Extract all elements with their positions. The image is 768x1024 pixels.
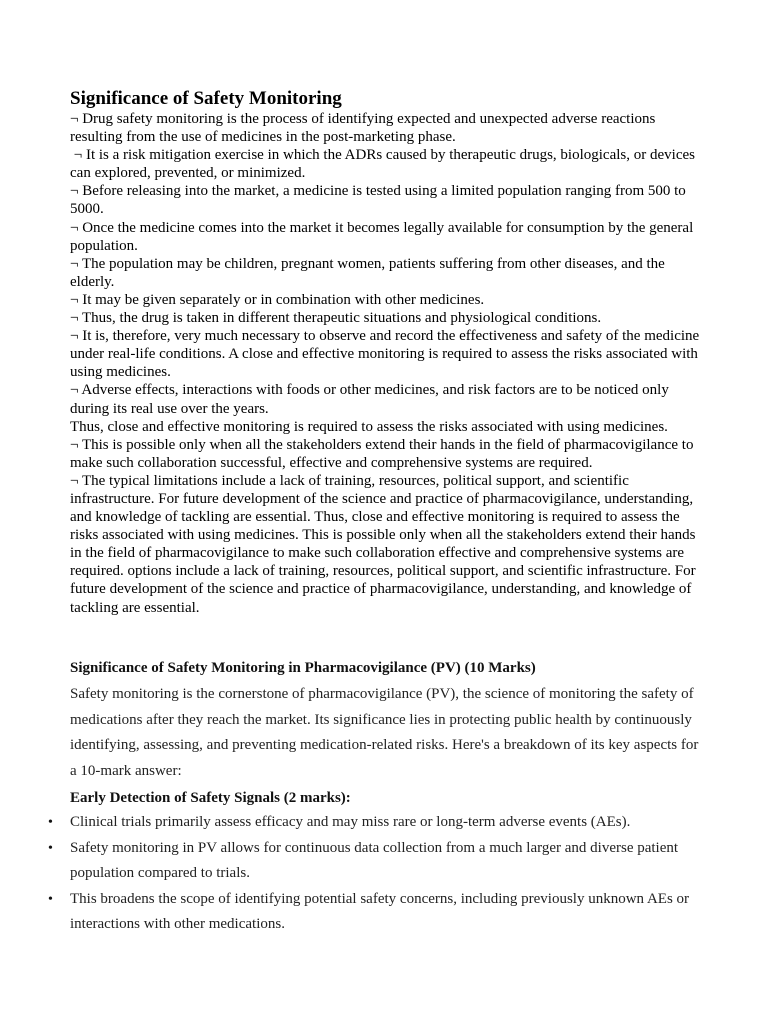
section-title: Significance of Safety Monitoring in Pharmacovigilance (PV) (10 Marks) <box>70 660 536 676</box>
bullet-icon: • <box>48 891 53 907</box>
section-title: Significance of Safety Monitoring <box>70 88 342 109</box>
bullet-list <box>48 810 702 938</box>
paragraph: ¬ The typical limitations include a lack of training, resources, political support, and scientific infrastructure. For future development of the science and practice of pharmacovigilance, understanding, and knowledge of tackling are essential. Thus, close and effective monitoring is required to assess the risks associated with using medicines. This is possible only when all the stakeholders extend their hands in the field of pharmacovigilance to make such collaboration effective and comprehensive systems are required. options include a lack of training, resources, political support, and scientific infrastructure. For future development of the science and practice of pharmacovigilance, understanding, and knowledge of tackling are essential. <box>70 472 700 616</box>
list-item-text: This broadens the scope of identifying potential safety concerns, including previously unknown AEs or interactions with other medications. <box>70 890 690 932</box>
paragraph: ¬ Drug safety monitoring is the process of identifying expected and unexpected adverse reactions resulting from the use of medicines in the post-marketing phase. <box>70 111 660 146</box>
bullet-icon: • <box>48 815 53 830</box>
subheading: Early Detection of Safety Signals (2 marks): <box>70 790 351 806</box>
paragraph: ¬ Before releasing into the market, a medicine is tested using a limited population ranging from 500 to 5000. <box>70 183 690 218</box>
list-item <box>48 887 702 938</box>
paragraph: ¬ Once the medicine comes into the market it becomes legally available for consumption by the general population. <box>70 219 697 254</box>
list-item-text: Safety monitoring in PV allows for continuous data collection from a much larger and diverse patient population compared to trials. <box>70 839 679 881</box>
bullet-icon: • <box>48 840 53 856</box>
paragraph: ¬ Thus, the drug is taken in different therapeutic situations and physiological conditions. <box>70 310 602 327</box>
section-pv-significance <box>48 657 702 938</box>
list-item <box>48 836 702 887</box>
paragraph: ¬ It may be given separately or in combination with other medicines. <box>70 291 485 308</box>
paragraph: ¬ This is possible only when all the stakeholders extend their hands in the field of pharmacovigilance to make such collaboration successful, effective and comprehensive systems are required. <box>70 436 698 471</box>
paragraph: Thus, close and effective monitoring is required to assess the risks associated with using medicines. <box>70 418 668 435</box>
list-item <box>48 810 702 836</box>
list-item-text: Clinical trials primarily assess efficacy and may miss rare or long-term adverse events (AEs). <box>70 814 631 830</box>
section-safety-monitoring <box>70 88 703 617</box>
paragraph: ¬ Adverse effects, interactions with foods or other medicines, and risk factors are to be noticed only during its real use over the years. <box>70 382 673 417</box>
paragraph: ¬ It is a risk mitigation exercise in which the ADRs caused by therapeutic drugs, biologicals, or devices can explored, prevented, or minimized. <box>70 147 699 182</box>
intro-paragraph: Safety monitoring is the cornerstone of pharmacovigilance (PV), the science of monitoring the safety of medications after they reach the market. Its significance lies in protecting public health by continuously identifying, assessing, and preventing medication-related risks. Here's a breakdown of its key aspects for a 10-mark answer: <box>70 686 699 779</box>
paragraph: ¬ The population may be children, pregnant women, patients suffering from other diseases, and the elderly. <box>70 255 669 290</box>
paragraph: ¬ It is, therefore, very much necessary to observe and record the effectiveness and safety of the medicine under real-life conditions. A close and effective monitoring is required to assess the risks associated with using medicines. <box>70 328 703 381</box>
